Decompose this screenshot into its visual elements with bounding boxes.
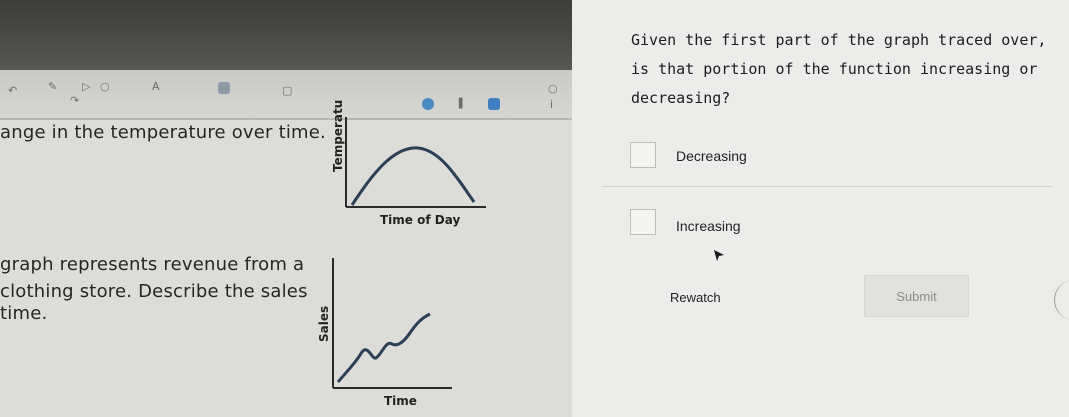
lasso-icon[interactable]: ○ <box>100 80 110 93</box>
option-checkbox-decreasing[interactable] <box>630 142 656 168</box>
question-text: Given the first part of the graph traced over, is that portion of the function increasing or decreasing? <box>631 31 1047 107</box>
pen-icon[interactable]: ✎ <box>48 80 58 93</box>
info-icon[interactable]: i <box>550 98 554 111</box>
question-panel <box>572 0 1069 417</box>
option-label-decreasing[interactable]: Decreasing <box>676 148 747 164</box>
circle-icon[interactable]: ○ <box>548 82 558 95</box>
lesson-text-line: time. <box>0 303 48 324</box>
graph1-y-label: Temperatu <box>331 99 345 172</box>
eraser-icon[interactable]: ▢ <box>282 84 293 97</box>
shape-icon[interactable]: ▷ <box>82 80 91 93</box>
mouse-cursor-icon <box>712 248 726 262</box>
graph1-x-label: Time of Day <box>380 213 461 227</box>
text-icon[interactable]: A <box>152 80 160 93</box>
rewatch-button[interactable]: Rewatch <box>670 290 721 305</box>
graph2-y-label: Sales <box>317 305 331 342</box>
submit-button[interactable]: Submit <box>864 275 969 317</box>
graph2-x-label: Time <box>384 394 417 408</box>
graph1-curve <box>352 148 474 205</box>
undo-icon[interactable]: ↶ <box>8 84 18 97</box>
lesson-text-line: clothing store. Describe the sales <box>0 281 308 302</box>
lesson-text-line: ange in the temperature over time. <box>0 122 326 143</box>
option-divider <box>602 186 1052 187</box>
option-label-increasing[interactable]: Increasing <box>676 218 741 234</box>
option-checkbox-increasing[interactable] <box>630 209 656 235</box>
panel-edge-arc <box>1054 280 1069 320</box>
pause-icon[interactable]: ❚ <box>456 96 466 109</box>
lesson-text-line: graph represents revenue from a <box>0 254 305 275</box>
redo-icon[interactable]: ↷ <box>70 94 80 107</box>
graph2-curve <box>338 314 430 382</box>
